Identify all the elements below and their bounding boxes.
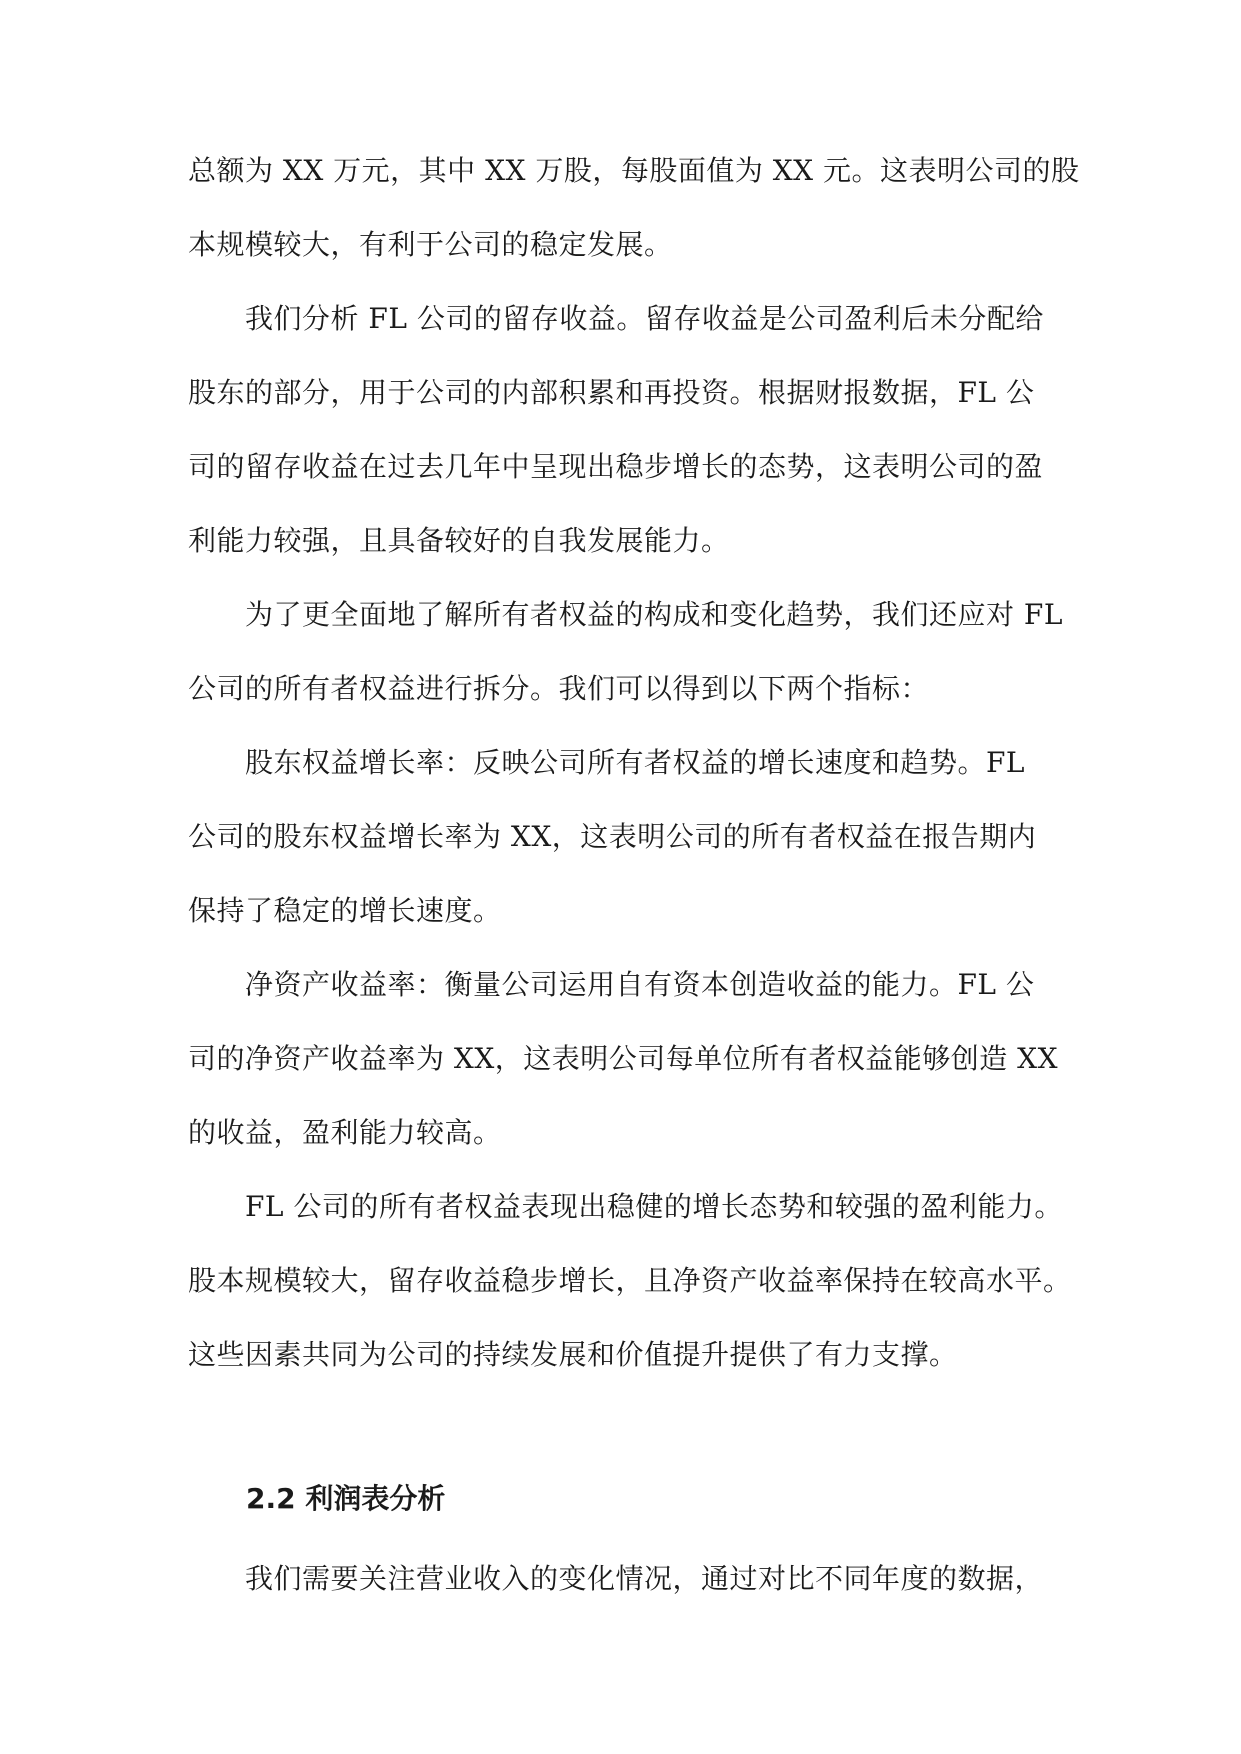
body-text-continued — [188, 1542, 1068, 1616]
text-line: 我们分析 FL 公司的留存收益。留存收益是公司盈利后未分配给 — [188, 302, 1044, 335]
section-heading: 2.2 利润表分析 — [246, 1482, 446, 1515]
text-line: 我们需要关注营业收入的变化情况，通过对比不同年度的数据， — [188, 1562, 1044, 1595]
text-line: 公司的所有者权益进行拆分。我们可以得到以下两个指标： — [188, 672, 930, 705]
text-line: 这些因素共同为公司的持续发展和价值提升提供了有力支撑。 — [188, 1338, 958, 1371]
text-line: 股本规模较大，留存收益稳步增长，且净资产收益率保持在较高水平。 — [188, 1264, 1072, 1297]
text-line: 司的净资产收益率为 XX，这表明公司每单位所有者权益能够创造 XX — [188, 1042, 1059, 1075]
body-text — [188, 134, 1080, 1392]
text-line: 为了更全面地了解所有者权益的构成和变化趋势，我们还应对 FL — [188, 598, 1063, 631]
text-line: 公司的股东权益增长率为 XX，这表明公司的所有者权益在报告期内 — [188, 820, 1037, 853]
text-line: 总额为 XX 万元，其中 XX 万股，每股面值为 XX 元。这表明公司的股 — [188, 154, 1080, 187]
text-line: 保持了稳定的增长速度。 — [188, 894, 502, 927]
text-line: 股东的部分，用于公司的内部积累和再投资。根据财报数据，FL 公 — [188, 376, 1035, 409]
text-line: 的收益，盈利能力较高。 — [188, 1116, 502, 1149]
text-line: FL 公司的所有者权益表现出稳健的增长态势和较强的盈利能力。 — [188, 1190, 1063, 1223]
text-line: 利能力较强，且具备较好的自我发展能力。 — [188, 524, 730, 557]
text-line: 本规模较大，有利于公司的稳定发展。 — [188, 228, 673, 261]
text-line: 净资产收益率：衡量公司运用自有资本创造收益的能力。FL 公 — [188, 968, 1035, 1001]
text-line: 股东权益增长率：反映公司所有者权益的增长速度和趋势。FL — [188, 746, 1026, 779]
text-line: 司的留存收益在过去几年中呈现出稳步增长的态势，这表明公司的盈 — [188, 450, 1044, 483]
